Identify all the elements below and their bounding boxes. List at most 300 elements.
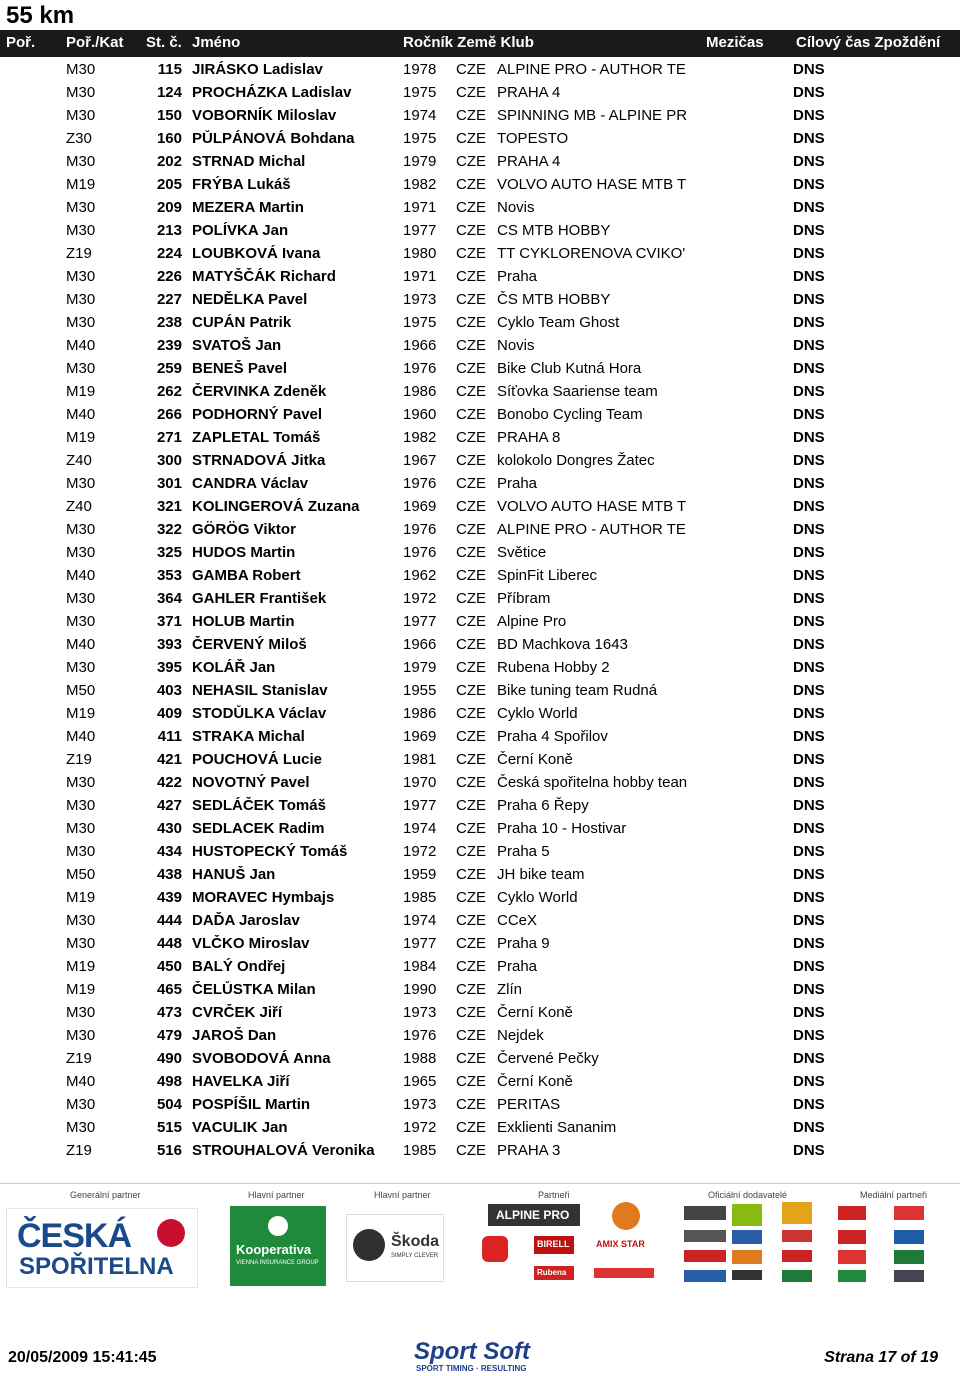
- print-datetime: 20/05/2009 15:41:45: [8, 1349, 157, 1366]
- row-club: Praha 9: [497, 935, 550, 952]
- row-category: M30: [66, 613, 96, 630]
- row-start-number: 409: [156, 705, 182, 722]
- table-row: [0, 702, 960, 725]
- row-name: SEDLACEK Radim: [192, 820, 325, 837]
- sportsoft-logo: Sport Soft SPORT TIMING · RESULTING: [414, 1338, 530, 1373]
- row-name: NOVOTNÝ Pavel: [192, 774, 310, 791]
- row-category: M40: [66, 337, 96, 354]
- row-club: PRAHA 3: [497, 1142, 561, 1159]
- row-club: PERITAS: [497, 1096, 561, 1113]
- supplier-logo-7: [684, 1250, 726, 1262]
- row-result: DNS: [793, 498, 825, 515]
- row-result: DNS: [793, 728, 825, 745]
- row-result: DNS: [793, 1050, 825, 1067]
- header-split-time: Mezičas: [706, 34, 764, 51]
- table-row: [0, 104, 960, 127]
- table-row: [0, 426, 960, 449]
- skoda-logo: Škoda SIMPLY CLEVER: [346, 1214, 444, 1282]
- row-year: 1976: [403, 360, 437, 377]
- row-result: DNS: [793, 153, 825, 170]
- row-year: 1985: [403, 1142, 437, 1159]
- row-start-number: 490: [156, 1050, 182, 1067]
- row-name: PŮLPÁNOVÁ Bohdana: [192, 130, 355, 147]
- row-category: M19: [66, 429, 96, 446]
- row-name: MEZERA Martin: [192, 199, 304, 216]
- row-result: DNS: [793, 659, 825, 676]
- row-result: DNS: [793, 889, 825, 906]
- row-result: DNS: [793, 935, 825, 952]
- row-year: 1977: [403, 613, 437, 630]
- row-country: CZE: [456, 958, 486, 975]
- row-start-number: 422: [156, 774, 182, 791]
- row-result: DNS: [793, 337, 825, 354]
- row-club: Praha: [497, 475, 538, 492]
- row-name: HOLUB Martin: [192, 613, 295, 630]
- table-row: [0, 403, 960, 426]
- row-country: CZE: [456, 774, 486, 791]
- table-row: [0, 357, 960, 380]
- row-club: Exklienti Sananim: [497, 1119, 617, 1136]
- row-start-number: 238: [156, 314, 182, 331]
- supplier-logo-9: [782, 1250, 812, 1262]
- row-name: POUCHOVÁ Lucie: [192, 751, 323, 768]
- media-logo-6: [894, 1250, 924, 1264]
- row-category: M30: [66, 774, 96, 791]
- row-year: 1962: [403, 567, 437, 584]
- sponsor-bar: [0, 1183, 960, 1299]
- row-start-number: 504: [156, 1096, 182, 1113]
- table-row: [0, 1001, 960, 1024]
- row-name: VLČKO Miroslav: [192, 935, 310, 952]
- row-result: DNS: [793, 314, 825, 331]
- row-club: Červené Pečky: [497, 1050, 599, 1067]
- row-result: DNS: [793, 360, 825, 377]
- row-club: PRAHA 4: [497, 84, 561, 101]
- row-country: CZE: [456, 130, 486, 147]
- row-year: 1982: [403, 176, 437, 193]
- row-category: M30: [66, 659, 96, 676]
- row-name: CVRČEK Jiří: [192, 1004, 283, 1021]
- row-result: DNS: [793, 1027, 825, 1044]
- amix-logo: AMIX STAR: [594, 1236, 650, 1254]
- row-result: DNS: [793, 797, 825, 814]
- birell-logo: BIRELL: [534, 1236, 574, 1254]
- row-category: M19: [66, 383, 96, 400]
- row-category: M30: [66, 912, 96, 929]
- row-category: M19: [66, 705, 96, 722]
- row-start-number: 209: [156, 199, 182, 216]
- row-country: CZE: [456, 1027, 486, 1044]
- row-category: Z40: [66, 498, 92, 515]
- row-start-number: 239: [156, 337, 182, 354]
- row-year: 1970: [403, 774, 437, 791]
- row-club: Světice: [497, 544, 547, 561]
- row-start-number: 427: [156, 797, 182, 814]
- row-year: 1976: [403, 544, 437, 561]
- row-result: DNS: [793, 1004, 825, 1021]
- table-row: [0, 932, 960, 955]
- row-country: CZE: [456, 176, 486, 193]
- label-media-partners: Mediální partneři: [860, 1190, 928, 1200]
- row-country: CZE: [456, 406, 486, 423]
- row-country: CZE: [456, 245, 486, 262]
- row-start-number: 266: [156, 406, 182, 423]
- row-start-number: 321: [156, 498, 182, 515]
- header-por-kat: Poř./Kat: [66, 34, 124, 51]
- table-row: [0, 1093, 960, 1116]
- row-club: Praha: [497, 268, 538, 285]
- specialized-logo: [482, 1236, 508, 1262]
- row-year: 1979: [403, 659, 437, 676]
- row-country: CZE: [456, 820, 486, 837]
- row-year: 1986: [403, 383, 437, 400]
- row-year: 1976: [403, 521, 437, 538]
- row-name: JAROŠ Dan: [192, 1027, 277, 1044]
- row-start-number: 444: [156, 912, 182, 929]
- row-start-number: 300: [156, 452, 182, 469]
- row-club: Novis: [497, 199, 535, 216]
- row-category: M30: [66, 61, 96, 78]
- table-row: [0, 334, 960, 357]
- row-category: M40: [66, 406, 96, 423]
- row-category: M19: [66, 176, 96, 193]
- ceska-sporitelna-logo: ČESKÁ SPOŘITELNA: [6, 1208, 198, 1288]
- row-start-number: 430: [156, 820, 182, 837]
- row-result: DNS: [793, 84, 825, 101]
- row-category: M50: [66, 866, 96, 883]
- row-country: CZE: [456, 705, 486, 722]
- header-por: Poř.: [6, 34, 36, 51]
- row-club: Praha: [497, 958, 538, 975]
- row-name: FRÝBA Lukáš: [192, 176, 291, 193]
- table-row: [0, 311, 960, 334]
- row-name: BALÝ Ondřej: [192, 958, 286, 975]
- table-row: [0, 679, 960, 702]
- row-club: CS MTB HOBBY: [497, 222, 611, 239]
- row-result: DNS: [793, 636, 825, 653]
- row-category: M30: [66, 1119, 96, 1136]
- row-category: M40: [66, 1073, 96, 1090]
- row-club: kolokolo Dongres Žatec: [497, 452, 655, 469]
- row-name: KOLINGEROVÁ Zuzana: [192, 498, 360, 515]
- row-year: 1972: [403, 1119, 437, 1136]
- row-start-number: 322: [156, 521, 182, 538]
- row-year: 1966: [403, 337, 437, 354]
- row-country: CZE: [456, 153, 486, 170]
- row-club: Cyklo Team Ghost: [497, 314, 620, 331]
- table-row: [0, 58, 960, 81]
- row-category: M30: [66, 153, 96, 170]
- media-logo-2: [894, 1206, 924, 1220]
- row-name: STROUHALOVÁ Veronika: [192, 1142, 375, 1159]
- row-year: 1980: [403, 245, 437, 262]
- row-name: POSPÍŠIL Martin: [192, 1096, 311, 1113]
- row-result: DNS: [793, 866, 825, 883]
- row-start-number: 259: [156, 360, 182, 377]
- row-category: M30: [66, 843, 96, 860]
- row-country: CZE: [456, 452, 486, 469]
- row-country: CZE: [456, 981, 486, 998]
- row-club: Praha 4 Spořilov: [497, 728, 608, 745]
- row-club: PRAHA 8: [497, 429, 561, 446]
- row-name: GAHLER František: [192, 590, 327, 607]
- row-year: 1990: [403, 981, 437, 998]
- row-country: CZE: [456, 107, 486, 124]
- row-result: DNS: [793, 107, 825, 124]
- table-row: [0, 817, 960, 840]
- table-row: [0, 978, 960, 1001]
- row-club: Alpine Pro: [497, 613, 567, 630]
- row-club: VOLVO AUTO HASE MTB T: [497, 498, 687, 515]
- row-result: DNS: [793, 1096, 825, 1113]
- row-category: M19: [66, 981, 96, 998]
- table-row: [0, 725, 960, 748]
- row-name: NEDĚLKA Pavel: [192, 291, 308, 308]
- row-start-number: 371: [156, 613, 182, 630]
- row-category: M30: [66, 84, 96, 101]
- row-category: M50: [66, 682, 96, 699]
- row-country: CZE: [456, 1050, 486, 1067]
- row-name: HAVELKA Jiří: [192, 1073, 290, 1090]
- row-name: CUPÁN Patrik: [192, 314, 292, 331]
- row-club: BD Machkova 1643: [497, 636, 628, 653]
- row-start-number: 498: [156, 1073, 182, 1090]
- row-year: 1960: [403, 406, 437, 423]
- row-club: Bike Club Kutná Hora: [497, 360, 642, 377]
- table-row: [0, 886, 960, 909]
- row-year: 1981: [403, 751, 437, 768]
- row-name: PODHORNÝ Pavel: [192, 406, 323, 423]
- row-year: 1972: [403, 843, 437, 860]
- supplier-logo-1: [684, 1206, 726, 1220]
- row-category: M30: [66, 935, 96, 952]
- row-club: Zlín: [497, 981, 523, 998]
- label-official-suppliers: Oficiální dodavatelé: [708, 1190, 788, 1200]
- row-club: Síťovka Saariense team: [497, 383, 658, 400]
- row-club: Černí Koně: [497, 1004, 573, 1021]
- row-category: M19: [66, 958, 96, 975]
- row-year: 1977: [403, 222, 437, 239]
- row-club: SpinFit Liberec: [497, 567, 598, 584]
- row-category: Z19: [66, 751, 92, 768]
- row-result: DNS: [793, 1119, 825, 1136]
- supplier-logo-8: [732, 1250, 762, 1264]
- row-country: CZE: [456, 567, 486, 584]
- row-category: M30: [66, 314, 96, 331]
- row-club: Bike tuning team Rudná: [497, 682, 658, 699]
- table-row: [0, 173, 960, 196]
- row-name: MATYŠČÁK Richard: [192, 268, 336, 285]
- table-row: [0, 587, 960, 610]
- row-country: CZE: [456, 429, 486, 446]
- table-row: [0, 771, 960, 794]
- row-result: DNS: [793, 912, 825, 929]
- row-category: M30: [66, 268, 96, 285]
- row-club: Bonobo Cycling Team: [497, 406, 643, 423]
- supplier-logo-3: [782, 1202, 812, 1224]
- media-logo-1: [838, 1206, 866, 1220]
- row-country: CZE: [456, 84, 486, 101]
- table-row: [0, 794, 960, 817]
- row-club: PRAHA 4: [497, 153, 561, 170]
- row-result: DNS: [793, 222, 825, 239]
- label-partners: Partneři: [538, 1190, 570, 1200]
- row-category: M40: [66, 728, 96, 745]
- row-name: VOBORNÍK Miloslav: [192, 107, 337, 124]
- table-row: [0, 541, 960, 564]
- row-country: CZE: [456, 222, 486, 239]
- row-result: DNS: [793, 682, 825, 699]
- row-category: M30: [66, 222, 96, 239]
- row-result: DNS: [793, 130, 825, 147]
- table-row: [0, 748, 960, 771]
- table-row: [0, 449, 960, 472]
- row-name: NEHASIL Stanislav: [192, 682, 328, 699]
- orange-sponsor-logo: [612, 1202, 640, 1230]
- row-start-number: 516: [156, 1142, 182, 1159]
- row-name: SEDLÁČEK Tomáš: [192, 797, 326, 814]
- row-country: CZE: [456, 590, 486, 607]
- sportobchod-logo: [594, 1268, 654, 1278]
- row-start-number: 479: [156, 1027, 182, 1044]
- row-year: 1969: [403, 728, 437, 745]
- row-club: Česká spořitelna hobby tean: [497, 774, 688, 791]
- table-row: [0, 265, 960, 288]
- table-row: [0, 380, 960, 403]
- row-start-number: 439: [156, 889, 182, 906]
- table-row: [0, 1139, 960, 1162]
- row-club: Cyklo World: [497, 705, 578, 722]
- row-category: Z19: [66, 1050, 92, 1067]
- row-club: JH bike team: [497, 866, 585, 883]
- row-result: DNS: [793, 61, 825, 78]
- row-country: CZE: [456, 912, 486, 929]
- row-country: CZE: [456, 1096, 486, 1113]
- row-name: STRNADOVÁ Jitka: [192, 452, 326, 469]
- row-club: Cyklo World: [497, 889, 578, 906]
- row-start-number: 262: [156, 383, 182, 400]
- row-result: DNS: [793, 176, 825, 193]
- row-year: 1974: [403, 107, 437, 124]
- row-country: CZE: [456, 199, 486, 216]
- row-name: SVATOŠ Jan: [192, 337, 282, 354]
- row-name: GÖRÖG Viktor: [192, 521, 296, 538]
- row-name: HANUŠ Jan: [192, 866, 276, 883]
- row-country: CZE: [456, 1142, 486, 1159]
- row-year: 1975: [403, 84, 437, 101]
- row-start-number: 448: [156, 935, 182, 952]
- row-category: M30: [66, 521, 96, 538]
- row-start-number: 271: [156, 429, 182, 446]
- row-name: ČELŮSTKA Milan: [192, 981, 316, 998]
- row-result: DNS: [793, 521, 825, 538]
- row-year: 1979: [403, 153, 437, 170]
- row-result: DNS: [793, 613, 825, 630]
- row-category: M30: [66, 797, 96, 814]
- row-country: CZE: [456, 751, 486, 768]
- row-result: DNS: [793, 958, 825, 975]
- table-row: [0, 656, 960, 679]
- row-year: 1985: [403, 889, 437, 906]
- supplier-logo-2: [732, 1204, 762, 1226]
- rubena-logo: Rubena: [534, 1266, 574, 1280]
- row-category: Z30: [66, 130, 92, 147]
- row-start-number: 325: [156, 544, 182, 561]
- row-result: DNS: [793, 843, 825, 860]
- row-year: 1974: [403, 912, 437, 929]
- row-category: M40: [66, 636, 96, 653]
- row-result: DNS: [793, 291, 825, 308]
- row-year: 1982: [403, 429, 437, 446]
- supplier-logo-5: [732, 1230, 762, 1244]
- row-year: 1966: [403, 636, 437, 653]
- row-name: HUSTOPECKÝ Tomáš: [192, 843, 348, 860]
- ceska-sporitelna-mark-icon: [157, 1219, 185, 1247]
- media-logo-4: [894, 1230, 924, 1244]
- media-logo-7: [838, 1270, 866, 1282]
- row-country: CZE: [456, 843, 486, 860]
- row-name: ČERVENÝ Miloš: [192, 636, 307, 653]
- row-name: LOUBKOVÁ Ivana: [192, 245, 321, 262]
- row-year: 1976: [403, 475, 437, 492]
- row-country: CZE: [456, 728, 486, 745]
- row-country: CZE: [456, 613, 486, 630]
- row-result: DNS: [793, 567, 825, 584]
- row-start-number: 124: [156, 84, 182, 101]
- row-name: KOLÁŘ Jan: [192, 659, 276, 676]
- row-name: DAĎA Jaroslav: [192, 912, 300, 929]
- row-year: 1972: [403, 590, 437, 607]
- row-name: ZAPLETAL Tomáš: [192, 429, 321, 446]
- row-start-number: 434: [156, 843, 182, 860]
- row-start-number: 395: [156, 659, 182, 676]
- row-start-number: 226: [156, 268, 182, 285]
- row-start-number: 393: [156, 636, 182, 653]
- row-club: Rubena Hobby 2: [497, 659, 610, 676]
- row-start-number: 450: [156, 958, 182, 975]
- table-row: [0, 472, 960, 495]
- table-row: [0, 518, 960, 541]
- row-result: DNS: [793, 981, 825, 998]
- supplier-logo-10: [684, 1270, 726, 1282]
- row-club: Praha 6 Řepy: [497, 797, 589, 814]
- skoda-emblem-icon: [353, 1229, 385, 1261]
- table-row: [0, 1047, 960, 1070]
- row-category: M30: [66, 360, 96, 377]
- row-result: DNS: [793, 1073, 825, 1090]
- row-start-number: 421: [156, 751, 182, 768]
- row-club: VOLVO AUTO HASE MTB T: [497, 176, 687, 193]
- row-country: CZE: [456, 521, 486, 538]
- row-category: M30: [66, 199, 96, 216]
- row-name: SVOBODOVÁ Anna: [192, 1050, 331, 1067]
- table-row: [0, 495, 960, 518]
- row-club: ALPINE PRO - AUTHOR TE: [497, 61, 686, 78]
- row-category: M30: [66, 107, 96, 124]
- media-logo-8: [894, 1270, 924, 1282]
- table-row: [0, 909, 960, 932]
- row-category: M30: [66, 590, 96, 607]
- row-category: M30: [66, 820, 96, 837]
- row-result: DNS: [793, 751, 825, 768]
- row-name: CANDRA Václav: [192, 475, 309, 492]
- row-category: M30: [66, 1004, 96, 1021]
- row-club: ČS MTB HOBBY: [497, 291, 611, 308]
- supplier-logo-11: [732, 1270, 762, 1280]
- row-country: CZE: [456, 337, 486, 354]
- table-row: [0, 150, 960, 173]
- table-row: [0, 955, 960, 978]
